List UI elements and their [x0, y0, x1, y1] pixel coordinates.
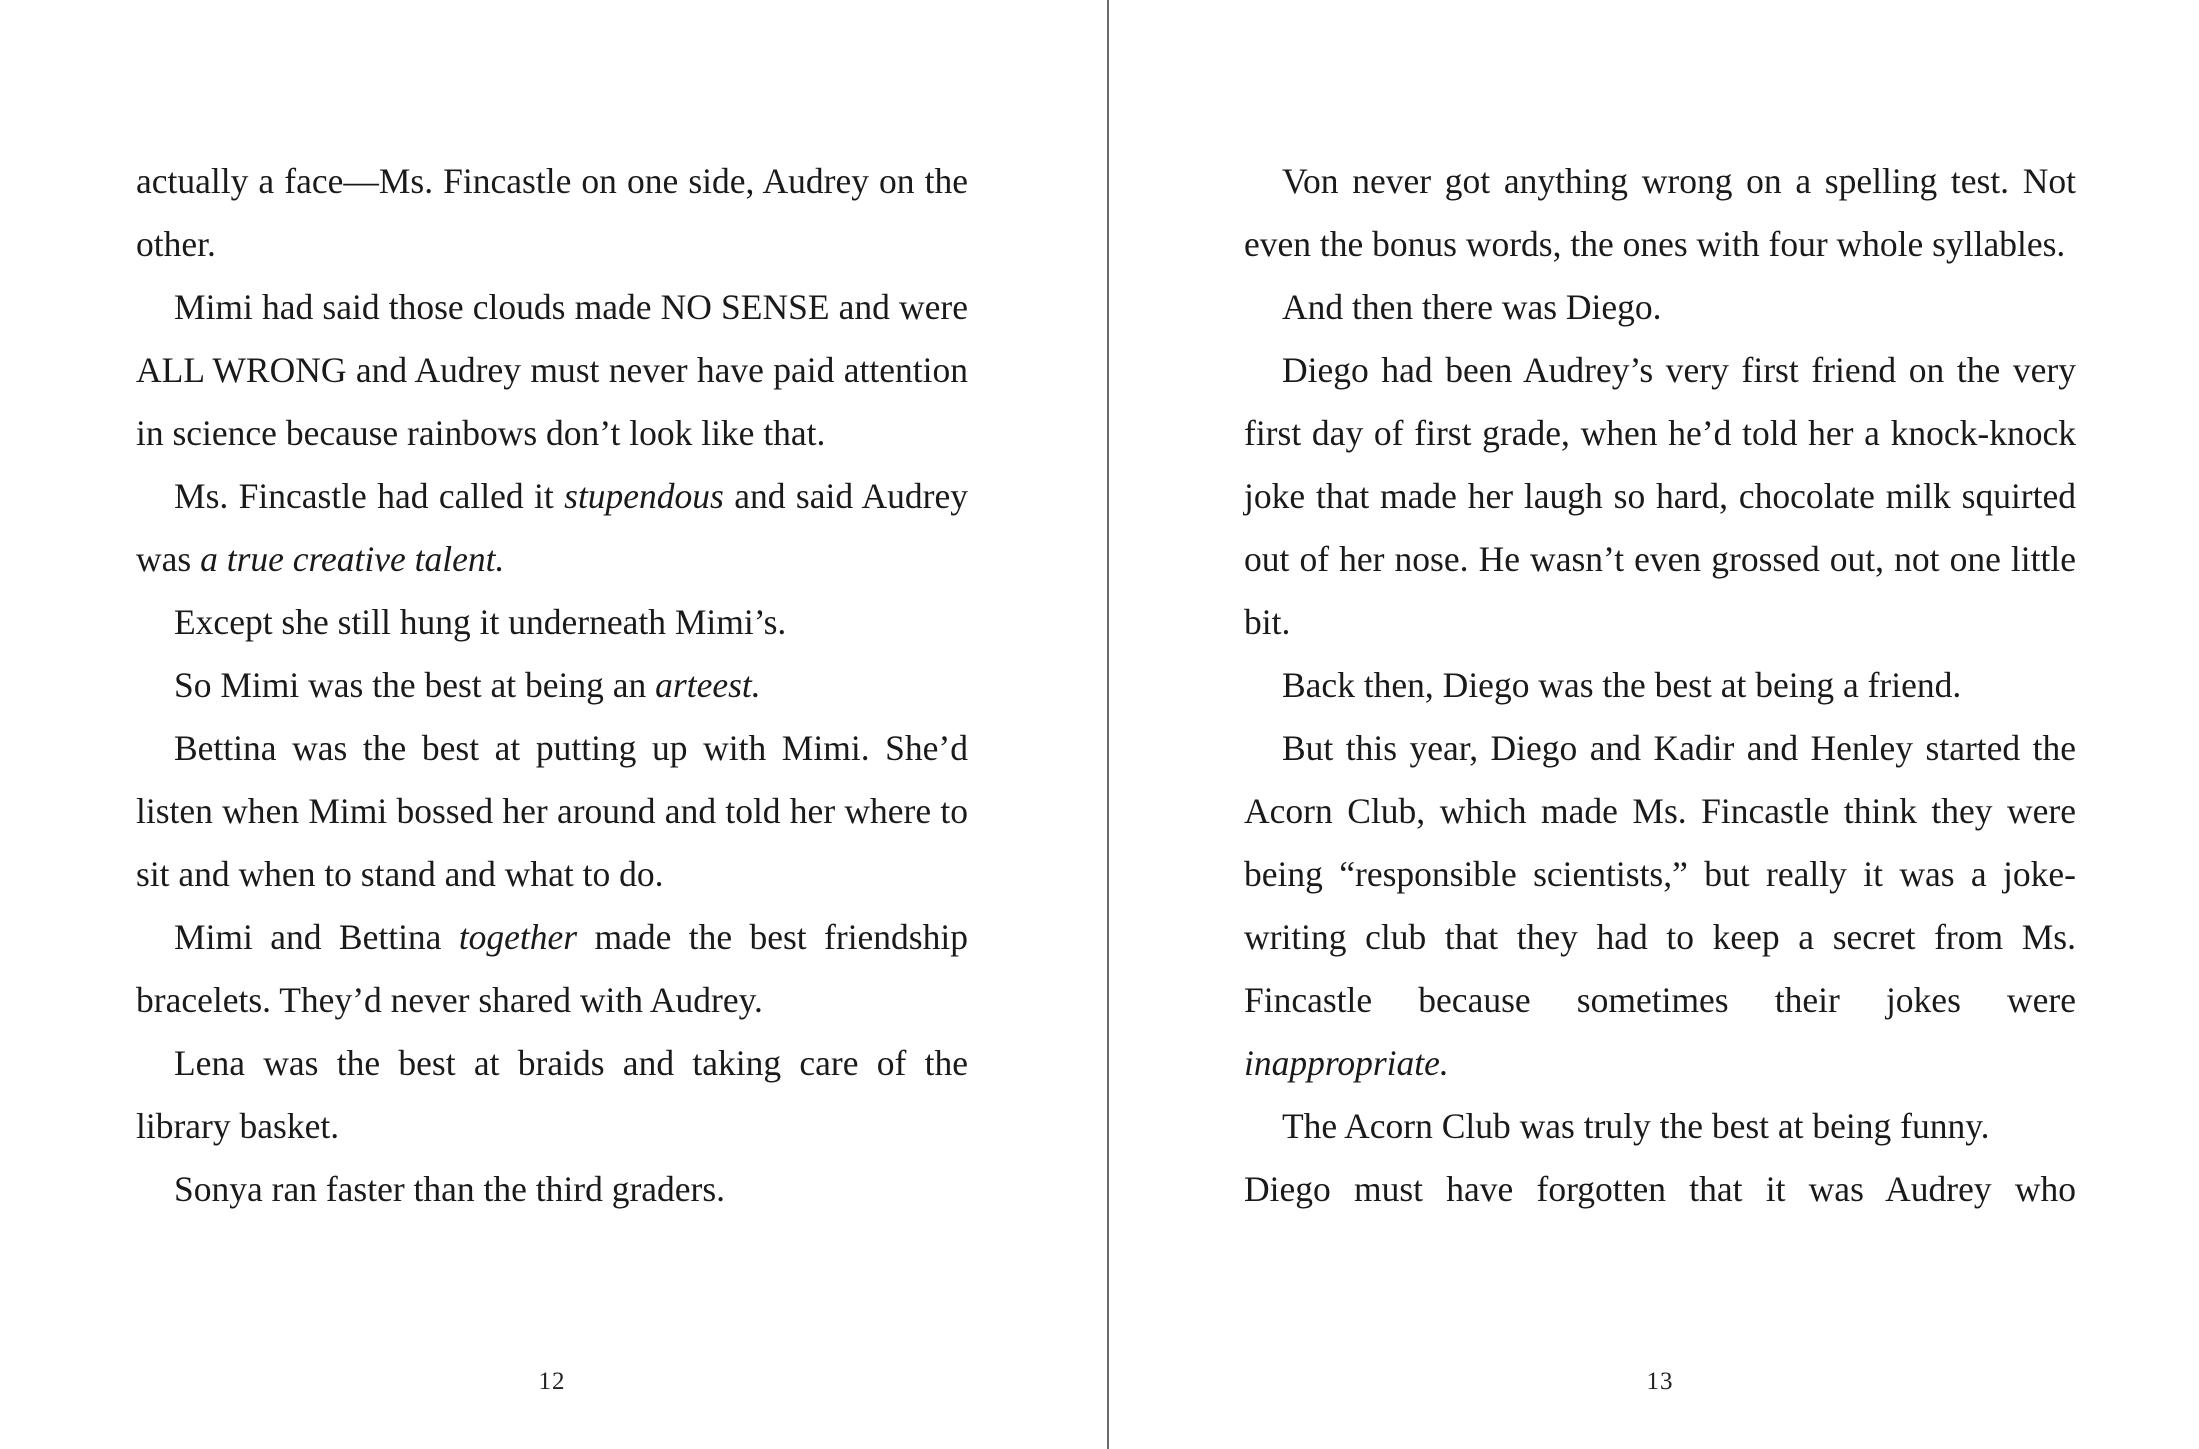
paragraph [136, 717, 968, 906]
paragraph [1244, 339, 2076, 654]
text-run: Ms. Fincastle had called it [174, 476, 565, 516]
text-run: and said Audrey was [136, 476, 969, 579]
text-run: But this year, Diego and Kadir and Henley started the Acorn Club, which made Ms. Fincastle think they were being “responsible scientists,” but really it was a joke-writing club that they had to keep a secret from Ms. Fincastle because sometimes their jokes were [1244, 728, 2076, 1020]
paragraph [1244, 150, 2076, 276]
italic-run: inappropriate. [1244, 1043, 1449, 1083]
text-run: Mimi and Bettina [174, 917, 459, 957]
text-run: And then there was Diego. [1282, 287, 1662, 327]
text-run: Diego must have forgotten that it was Audrey who [1244, 1169, 2076, 1209]
paragraph [136, 1032, 968, 1158]
italic-run: together [458, 917, 578, 957]
italic-run: stupendous [564, 476, 724, 516]
text-run: Von never got anything wrong on a spelling test. Not even the bonus words, the ones with four whole syllables. [1244, 161, 2076, 264]
page-number-right: 13 [1646, 1368, 1674, 1395]
paragraph [1244, 654, 2076, 717]
paragraph [136, 465, 968, 591]
text-run: So Mimi was the best at being an [174, 665, 656, 705]
paragraph [136, 906, 968, 1032]
left-page [136, 150, 968, 1221]
paragraph [136, 1158, 968, 1221]
text-run: Lena was the best at braids and taking care of the library basket. [136, 1043, 968, 1146]
paragraph [136, 276, 968, 465]
paragraph [1244, 276, 2076, 339]
paragraph [1244, 1095, 2076, 1158]
text-run: Sonya ran faster than the third graders. [174, 1169, 726, 1209]
right-page [1244, 150, 2076, 1221]
text-run: actually a face—Ms. Fincastle on one side, Audrey on the other. [136, 161, 968, 264]
paragraph [1244, 717, 2076, 1095]
text-run: Bettina was the best at putting up with Mimi. She’d listen when Mimi bossed her around and told her where to sit and when to stand and what to do. [136, 728, 968, 894]
italic-run: arteest. [655, 665, 761, 705]
paragraph [136, 591, 968, 654]
page-gutter-divider [1107, 0, 1109, 1449]
text-run: made the best friendship bracelets. They’d never shared with Audrey. [136, 917, 968, 1020]
text-run: Mimi had said those clouds made NO SENSE and were ALL WRONG and Audrey must never have paid attention in science because rainbows don’t look like that. [136, 287, 968, 453]
text-run: Diego had been Audrey’s very first friend on the very first day of first grade, when he’d told her a knock-knock joke that made her laugh so hard, chocolate milk squirted out of her nose. He wasn’t even grossed out, not one little bit. [1244, 350, 2076, 642]
paragraph [136, 150, 968, 276]
text-run: Except she still hung it underneath Mimi’s. [174, 602, 787, 642]
page-number-left: 12 [538, 1368, 566, 1395]
italic-run: a true creative talent. [200, 539, 505, 579]
text-run: The Acorn Club was truly the best at being funny. [1282, 1106, 1990, 1146]
text-run: Back then, Diego was the best at being a friend. [1282, 665, 1962, 705]
paragraph [136, 654, 968, 717]
paragraph [1244, 1158, 2076, 1221]
